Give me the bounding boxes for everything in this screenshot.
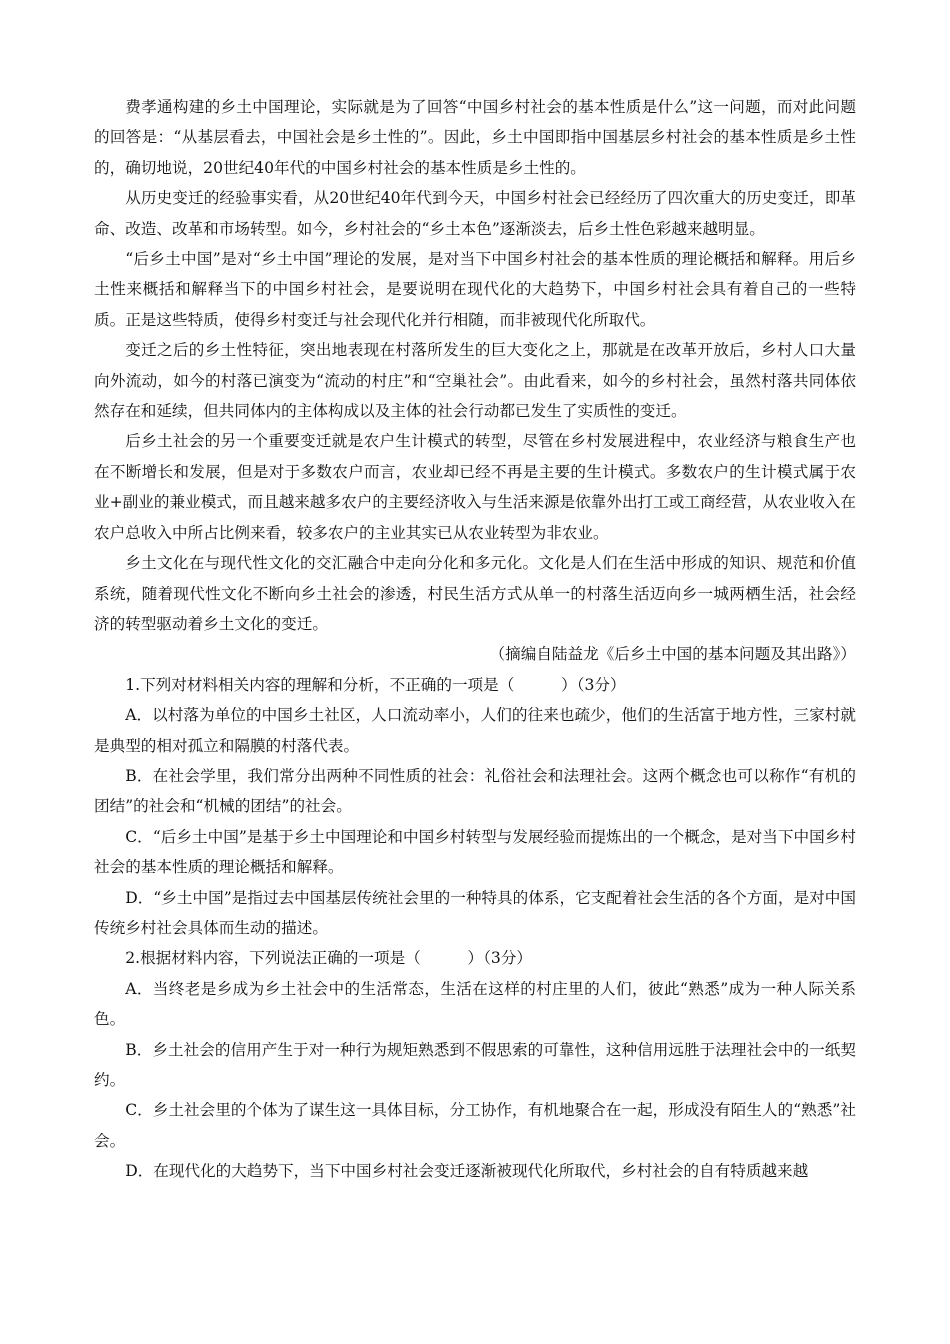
source-citation: （摘编自陆益龙《后乡土中国的基本问题及其出路》） (489, 645, 856, 664)
exam-page (94, 92, 856, 1187)
question-1-option-a: A．以村落为单位的中国乡土社区，人口流动率小，人们的往来也疏少，他们的生活富于地方性，三家村就是典型的相对孤立和隔膜的村落代表。 (94, 706, 856, 755)
question-1-option-d: D．“乡土中国”是指过去中国基层传统社会里的一种特具的体系，它支配着社会生活的各个方面，是对中国传统乡村社会具体而生动的描述。 (94, 888, 856, 937)
question-2-option-a: A．当终老是乡成为乡土社会中的生活常态，生活在这样的村庄里的人们，彼此“熟悉”成为一种人际关系色。 (94, 979, 856, 1029)
passage-paragraph-2: 从历史变迁的经验事实看，从20世纪40年代到今天，中国乡村社会已经经历了四次重大的历史变迁，即革命、改造、改革和市场转型。如今，乡村社会的“乡土本色”逐渐淡去，后乡土性色彩越来越明显。 (94, 189, 856, 238)
question-1-stem: 1.下列对材料相关内容的理解和分析，不正确的一项是（ ）（3分） (125, 675, 626, 694)
passage-paragraph-6: 乡土文化在与现代性文化的交汇融合中走向分化和多元化。文化是人们在生活中形成的知识、规范和价值系统，随着现代性文化不断向乡土社会的渗透，村民生活方式从单一的村落生活迈向乡一城两栖生活，社会经济的转型驱动着乡土文化的变迁。 (94, 554, 856, 633)
question-2-option-d: D．在现代化的大趋势下，当下中国乡村社会变迁逐渐被现代化所取代，乡村社会的自有特质越来越 (125, 1162, 809, 1181)
question-1-option-c: C．“后乡土中国”是基于乡土中国理论和中国乡村转型与发展经验而提炼出的一个概念，是对当下中国乡村社会的基本性质的理论概括和解释。 (94, 827, 856, 877)
passage-paragraph-5: 后乡土社会的另一个重要变迁就是农户生计模式的转型，尽管在乡村发展进程中，农业经济与粮食生产也在不断增长和发展，但是对于多数农户而言，农业却已经不再是主要的生计模式。多数农户的生计模式属于农业+副业的兼业模式，而且越来越多农户的主要经济收入与生活来源是依靠外出打工或工商经营，从农业收入在农户总收入中所占比例来看，较多农户的主业其实已从农业转型为非农业。 (94, 432, 856, 542)
passage-paragraph-1: 费孝通构建的乡土中国理论，实际就是为了回答“中国乡村社会的基本性质是什么”这一问题，而对此问题的回答是：“从基层看去，中国社会是乡土性的”。因此，乡土中国即指中国基层乡村社会的基本性质是乡土性的，确切地说，20世纪40年代的中国乡村社会的基本性质是乡土性的。 (94, 98, 856, 177)
question-2-stem: 2.根据材料内容，下列说法正确的一项是（ ）（3分） (125, 949, 533, 968)
passage-paragraph-3: “后乡土中国”是对“乡土中国”理论的发展，是对当下中国乡村社会的基本性质的理论概括和解释。用后乡土性来概括和解释当下的中国乡村社会，是要说明在现代化的大趋势下，中国乡村社会具有着自己的一些特质。正是这些特质，使得乡村变迁与社会现代化并行相随，而非被现代化所取代。 (94, 250, 856, 329)
question-2-option-c: C．乡土社会里的个体为了谋生这一具体目标，分工协作，有机地聚合在一起，形成没有陌生人的“熟悉”社会。 (94, 1101, 856, 1150)
question-1-option-b: B．在社会学里，我们常分出两种不同性质的社会：礼俗社会和法理社会。这两个概念也可以称作“有机的团结”的社会和“机械的团结”的社会。 (94, 766, 856, 816)
question-2-option-b: B．乡土社会的信用产生于对一种行为规矩熟悉到不假思索的可靠性，这种信用远胜于法理社会中的一纸契约。 (94, 1040, 856, 1089)
passage-paragraph-4: 变迁之后的乡土性特征，突出地表现在村落所发生的巨大变化之上，那就是在改革开放后，乡村人口大量向外流动，如今的村落已演变为“流动的村庄”和“空巢社会”。由此看来，如今的乡村社会，虽然村落共同体依然存在和延续，但共同体内的主体构成以及主体的社会行动都已发生了实质性的变迁。 (94, 341, 856, 421)
